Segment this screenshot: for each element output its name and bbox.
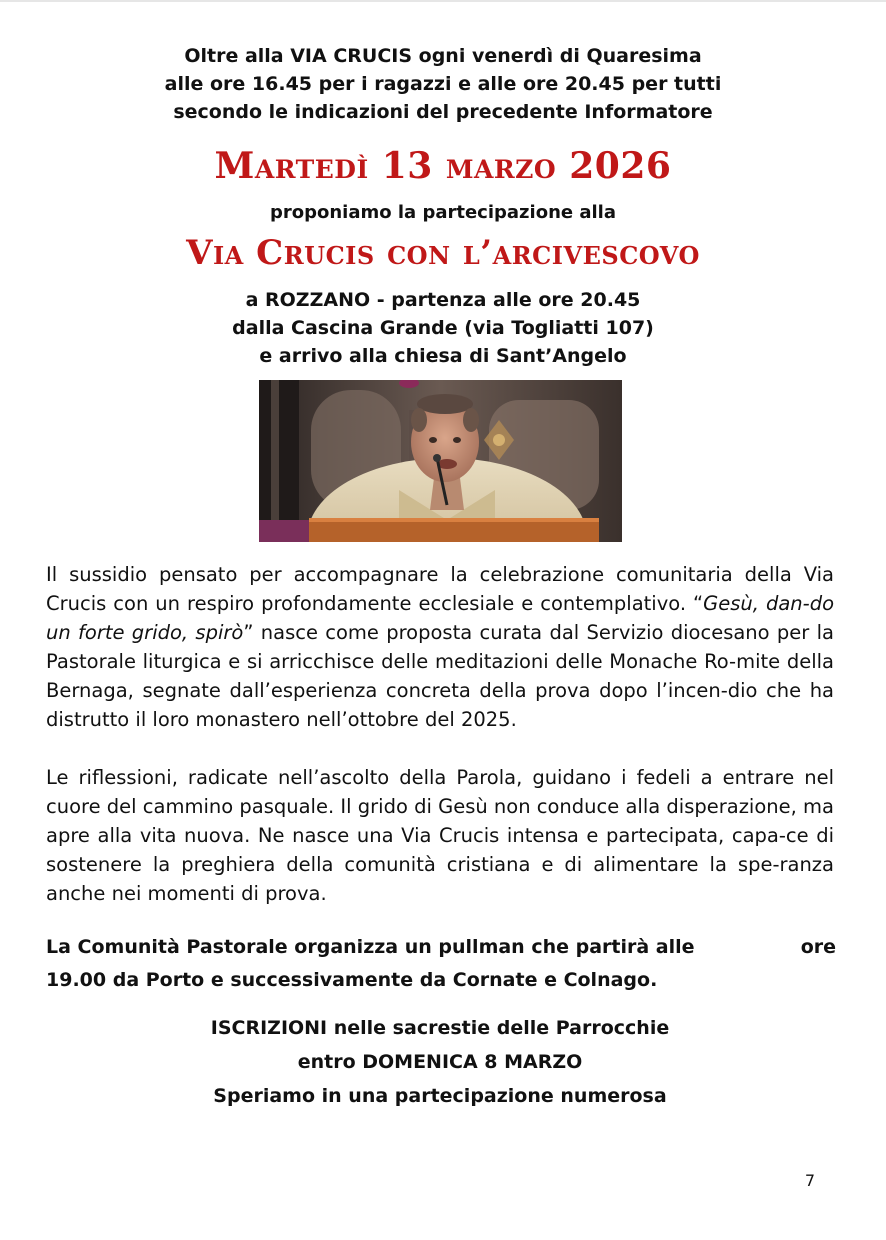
paragraph: Le riflessioni, radicate nell’ascolto della Parola, guidano i fedeli a entrare nel cuore del cammino pasquale. Il grido di Gesù non conduce alla disperazione, ma apre alla vita nuova. Ne nasce una Via Crucis intensa e partecipata, capa-ce di sostenere la preghiera della comunità cristiana e di alimentare la spe-ranza anche nei momenti di prova. — [46, 766, 834, 905]
top-rule — [0, 0, 886, 2]
signup-line: ISCRIZIONI nelle sacrestie delle Parrocchie — [210, 1017, 670, 1039]
intro-line: alle ore 16.45 per i ragazzi e alle ore 20.45 per tutti — [164, 73, 722, 95]
bus-line — [46, 931, 836, 964]
bus-line-text: ore — [800, 936, 836, 958]
intro-line: Oltre alla VIA CRUCIS ogni venerdì di Quaresima — [184, 45, 702, 67]
intro-line: secondo le indicazioni del precedente Informatore — [173, 101, 713, 123]
event-title: Via Crucis con l’arcivescovo — [186, 233, 700, 273]
bus-notice — [46, 931, 836, 997]
bus-line: 19.00 da Porto e successivamente da Cornate e Colnago. — [46, 969, 658, 991]
paragraph-text: Il sussidio pensato per accompagnare la celebrazione comunitaria della Via Crucis con un respiro profondamente ecclesiale e contemplativo. “ — [46, 563, 834, 615]
archbishop-photo — [259, 380, 622, 542]
page-number: 7 — [804, 1171, 816, 1190]
paragraph — [46, 560, 834, 734]
place-line: a ROZZANO - partenza alle ore 20.45 — [245, 289, 641, 311]
intro-block — [0, 42, 886, 126]
body-text — [46, 560, 834, 908]
quoted-title: Gesù, dan-do un forte grido, spirò — [46, 592, 834, 644]
propose-text: proponiamo la partecipazione alla — [269, 202, 616, 223]
place-line: e arrivo alla chiesa di Sant’Angelo — [259, 345, 627, 367]
signup-block — [0, 1011, 880, 1113]
date-title: Martedì 13 marzo 2026 — [214, 145, 672, 187]
bus-line-text: La Comunità Pastorale organizza un pullman che partirà alle — [46, 936, 695, 958]
signup-line: Speriamo in una partecipazione numerosa — [213, 1085, 667, 1107]
place-block — [0, 286, 886, 370]
paragraph-text: ” nasce come proposta curata dal Servizio diocesano per la Pastorale liturgica e si arricchisce delle meditazioni delle Monache Ro-mite della Bernaga, segnate dall’esperienza concreta della prova dopo l’incen-dio che ha distrutto il loro monastero nell’ottobre del 2025. — [46, 621, 834, 731]
place-line: dalla Cascina Grande (via Togliatti 107) — [232, 317, 654, 339]
signup-line: entro DOMENICA 8 MARZO — [297, 1051, 583, 1073]
